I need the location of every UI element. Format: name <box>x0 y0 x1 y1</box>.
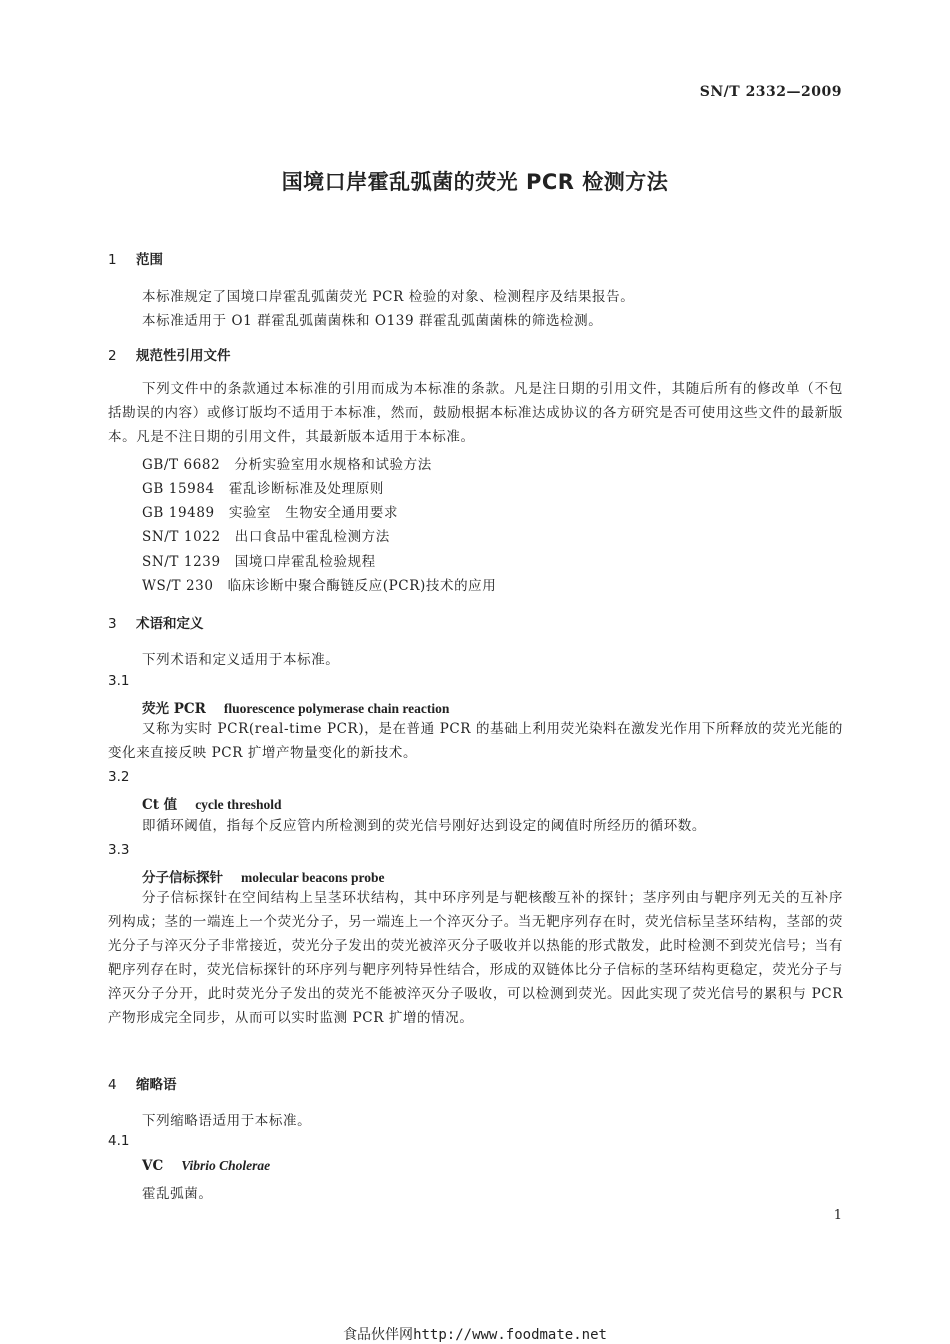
reference-title: 霍乱诊断标准及处理原则 <box>228 481 384 497</box>
abbreviation-full: Vibrio Cholerae <box>181 1158 271 1173</box>
term-title <box>142 697 449 717</box>
reference-item <box>142 550 376 570</box>
term-definition: 分子信标探针在空间结构上呈茎环状结构，其中环序列是与靶核酸互补的探针；茎序列由与靶序列无关的互补序列构成；茎的一端连上一个荧光分子，另一端连上一个淬灭分子。当无靶序列存在时，荧光信标呈茎环结构，茎部的荧光分子与淬灭分子非常接近，荧光分子发出的荧光被淬灭分子吸收并以热能的形式散发，此时检测不到荧光信号；当有靶序列存在时，荧光信标探针的环序列与靶序列特异性结合，形成的双链体比分子信标的茎环结构更稳定，荧光分子与淬灭分子分开，此时荧光分子发出的荧光不能被淬灭分子吸收，可以检测到荧光。因此实现了荧光信号的累积与 PCR 产物形成完全同步，从而可以实时监测 PCR 扩增的情况。 <box>108 890 843 1026</box>
standard-number: SN/T 2332—2009 <box>699 84 842 100</box>
section-number: 4 <box>108 1077 117 1093</box>
footer-site-name: 食品伙伴网 <box>343 1327 414 1343</box>
reference-code: SN/T 1239 <box>142 554 221 570</box>
reference-item <box>142 453 432 473</box>
reference-item <box>142 525 390 545</box>
document-title: 国境口岸霍乱弧菌的荧光 PCR 检测方法 <box>281 170 669 194</box>
reference-title: 分析实验室用水规格和试验方法 <box>234 457 432 473</box>
term-definition: 又称为实时 PCR(real-time PCR)，是在普通 PCR 的基础上利用荧光染料在激发光作用下所释放的荧光光能的变化来直接反映 PCR 扩增产物量变化的新技术。 <box>108 721 843 761</box>
section-title: 术语和定义 <box>136 616 204 632</box>
page-number: 1 <box>833 1208 842 1223</box>
section-3-intro: 下列术语和定义适用于本标准。 <box>142 652 340 668</box>
term-title <box>142 866 385 886</box>
reference-item <box>142 477 384 497</box>
reference-code: WS/T 230 <box>142 578 214 594</box>
section-1-line: 本标准规定了国境口岸霍乱弧菌荧光 PCR 检验的对象、检测程序及结果报告。 <box>142 289 635 305</box>
section-number: 3 <box>108 616 117 632</box>
footer <box>0 1324 950 1344</box>
term-number: 3.1 <box>108 673 130 689</box>
section-title: 规范性引用文件 <box>136 348 231 364</box>
reference-title: 出口食品中霍乱检测方法 <box>234 529 390 545</box>
reference-code: GB/T 6682 <box>142 457 221 473</box>
reference-title: 临床诊断中聚合酶链反应(PCR)技术的应用 <box>227 578 497 594</box>
reference-item <box>142 574 496 594</box>
section-4-heading <box>108 1073 177 1093</box>
section-2-paragraph: 下列文件中的条款通过本标准的引用而成为本标准的条款。凡是注日期的引用文件，其随后所有的修改单（不包括勘误的内容）或修订版均不适用于本标准，然而，鼓励根据本标准达成协议的各方研究是否可使用这些文件的最新版本。凡是不注日期的引用文件，其最新版本适用于本标准。 <box>108 381 843 445</box>
section-2-heading <box>108 344 231 364</box>
term-number: 3.2 <box>108 769 130 785</box>
reference-code: GB 15984 <box>142 481 215 497</box>
section-title: 缩略语 <box>136 1077 177 1093</box>
abbreviation: VC <box>142 1158 164 1174</box>
section-number: 1 <box>108 252 117 268</box>
abbreviation-meaning: 霍乱弧菌。 <box>142 1186 213 1202</box>
reference-item <box>142 501 398 521</box>
term-cn: 荧光 PCR <box>142 701 206 717</box>
term-title <box>142 793 282 813</box>
section-3-heading <box>108 612 204 632</box>
term-cn: 分子信标探针 <box>142 870 223 886</box>
reference-title: 实验室 生物安全通用要求 <box>228 505 399 521</box>
term-en: fluorescence polymerase chain reaction <box>223 701 450 716</box>
section-1-heading <box>108 248 163 268</box>
term-cn: Ct 值 <box>142 797 178 813</box>
section-number: 2 <box>108 348 117 364</box>
reference-code: GB 19489 <box>142 505 215 521</box>
section-1-line: 本标准适用于 O1 群霍乱弧菌菌株和 O139 群霍乱弧菌菌株的筛选检测。 <box>142 313 603 329</box>
term-en: cycle threshold <box>195 797 282 812</box>
term-definition: 即循环阈值，指每个反应管内所检测到的荧光信号刚好达到设定的阈值时所经历的循环数。 <box>142 818 706 834</box>
term-en: molecular beacons probe <box>241 870 385 885</box>
abbreviation-number: 4.1 <box>108 1133 130 1149</box>
reference-title: 国境口岸霍乱检验规程 <box>234 554 376 570</box>
reference-code: SN/T 1022 <box>142 529 221 545</box>
footer-url[interactable]: http://www.foodmate.net <box>413 1327 607 1343</box>
abbreviation-title <box>142 1158 270 1174</box>
term-number: 3.3 <box>108 842 130 858</box>
section-4-intro: 下列缩略语适用于本标准。 <box>142 1113 312 1129</box>
section-title: 范围 <box>136 252 163 268</box>
